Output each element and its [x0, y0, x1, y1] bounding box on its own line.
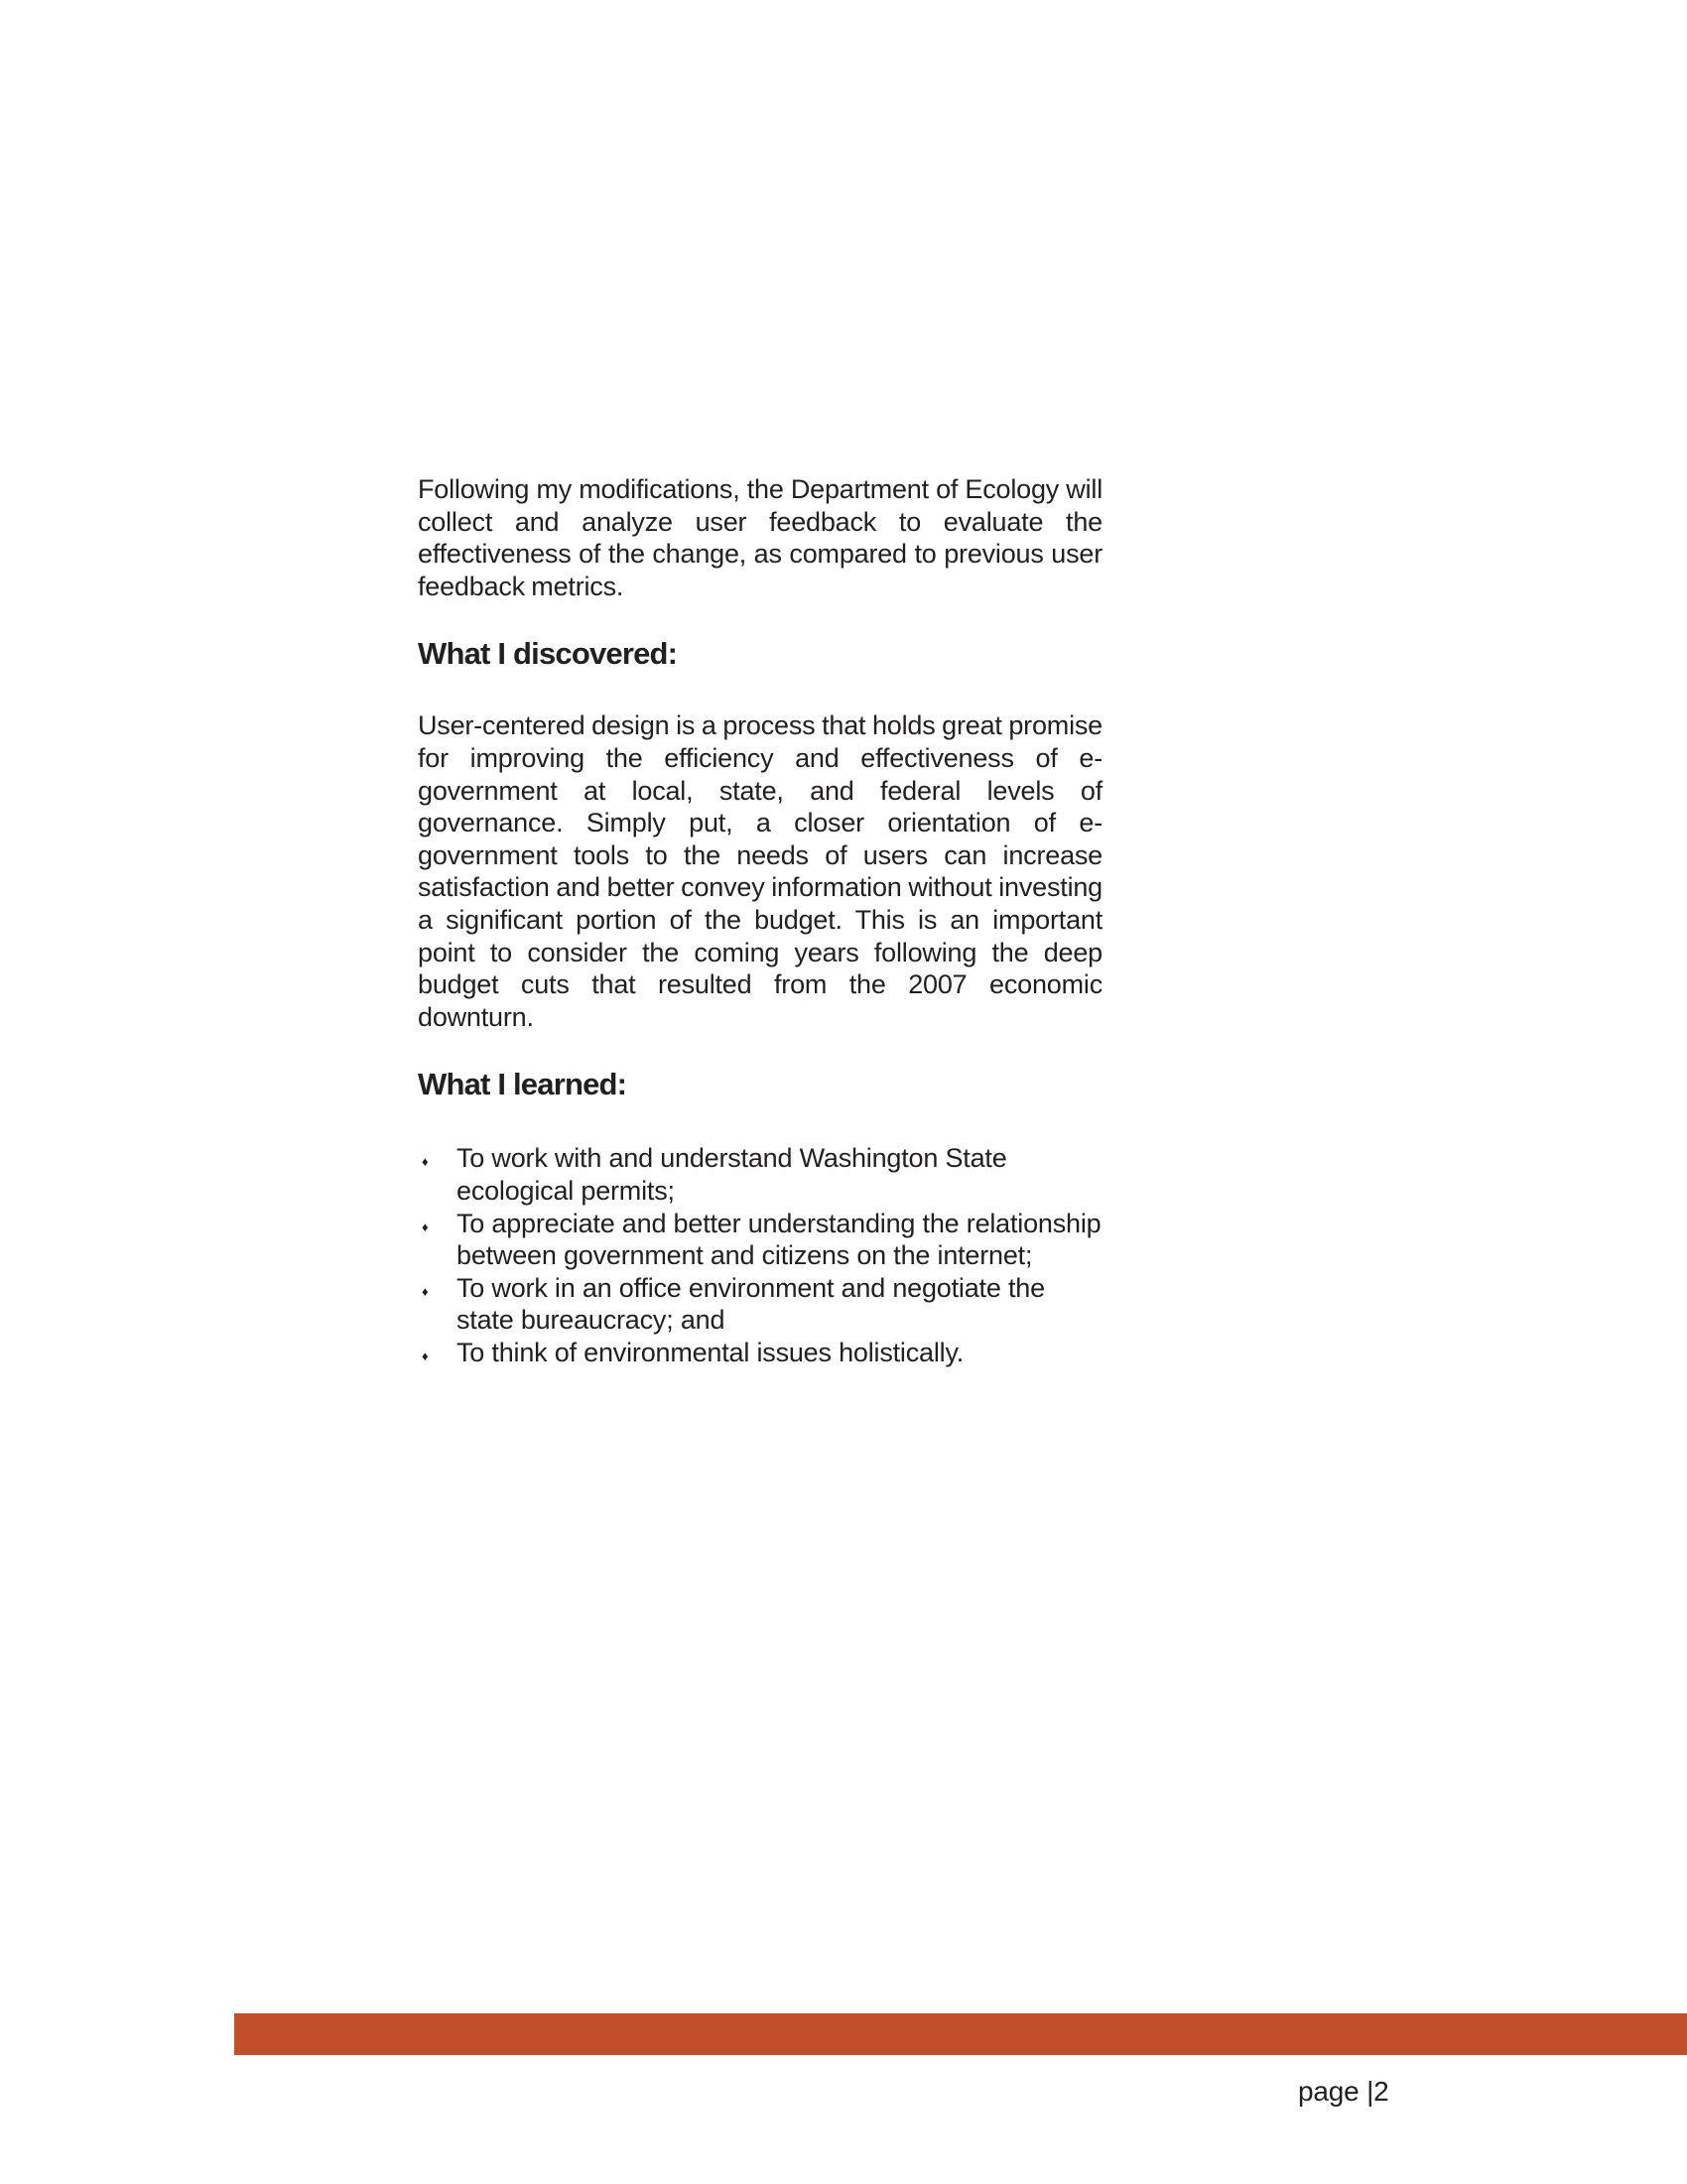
list-item — [418, 1208, 1103, 1272]
learned-bullet-list — [418, 1142, 1103, 1368]
page-number: page |2 — [1298, 2076, 1389, 2107]
list-item-text: To work with and understand Washington State ecological permits; — [456, 1143, 1007, 1206]
bullet-icon: ♦ — [422, 1154, 429, 1170]
discovered-paragraph: User-centered design is a process that holds great promise for improving the efficiency and effectiveness of e-government at local, state, and federal levels of governance. Simply put, a closer orientation of e-government tools to the needs of users can increase satisfaction and better convey information without investing a significant portion of the budget. This is an important point to consider the coming years following the deep budget cuts that resulted from the 2007 economic downturn. — [418, 710, 1103, 1032]
list-item-text: To think of environmental issues holistically. — [456, 1337, 965, 1367]
list-item — [418, 1272, 1103, 1337]
content-column — [418, 473, 1103, 1368]
list-item — [418, 1142, 1103, 1207]
intro-paragraph: Following my modifications, the Department of Ecology will collect and analyze user feedback to evaluate the effectiveness of the change, as compared to previous user feedback metrics. — [418, 474, 1103, 601]
heading-what-i-discovered: What I discovered: — [418, 636, 678, 672]
bullet-icon: ♦ — [422, 1348, 429, 1363]
list-item-text: To work in an office environment and negotiate the state bureaucracy; and — [456, 1272, 1045, 1336]
list-item-text: To appreciate and better understanding the relationship between government and citizens on the internet; — [456, 1208, 1102, 1271]
bullet-icon: ♦ — [422, 1283, 429, 1299]
bullet-icon: ♦ — [422, 1219, 429, 1234]
list-item — [418, 1337, 1103, 1369]
footer-accent-bar — [234, 2013, 1687, 2055]
heading-what-i-learned: What I learned: — [418, 1067, 627, 1102]
